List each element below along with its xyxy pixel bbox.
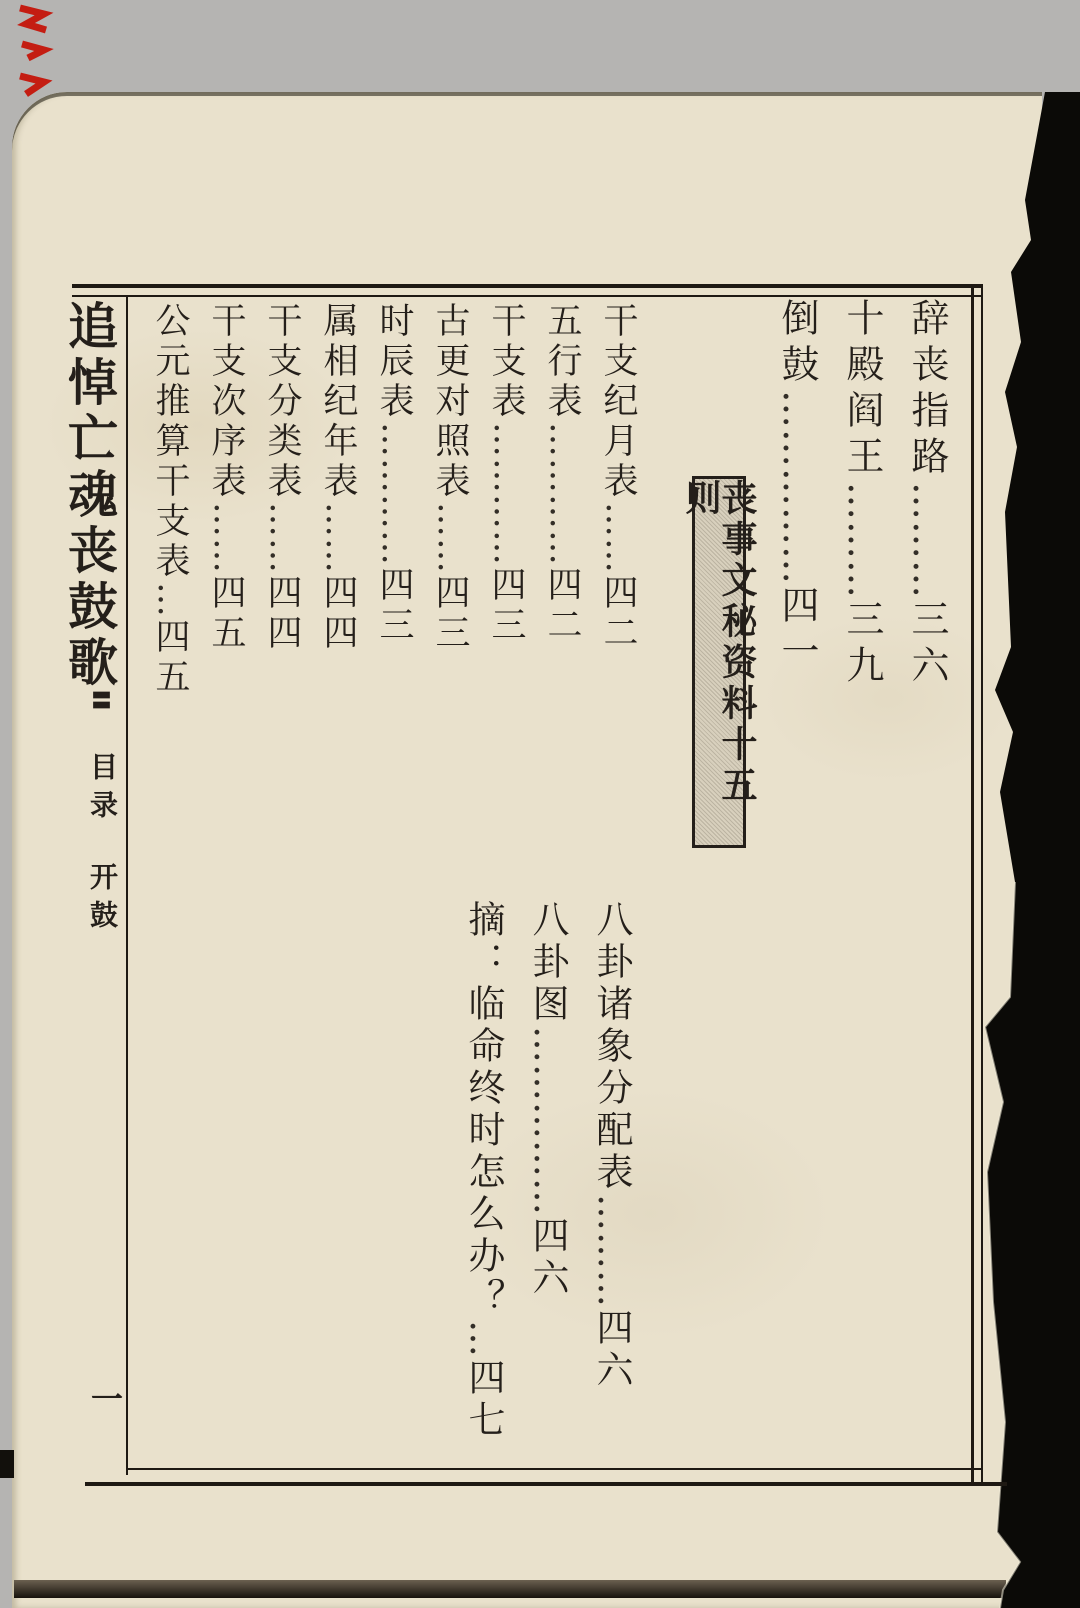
toc-leader-dots: …………… [775,390,819,585]
section-label-box [680,476,758,848]
title-repeat-mark: 〓 [88,690,112,710]
toc-entry [318,302,358,1102]
toc-entry-label: 干支次序表 [206,302,246,502]
toc-entry-label: 辞丧指路 [905,298,949,482]
toc-page-number: 四二 [598,574,638,654]
toc-entry [462,900,505,1442]
toc-leader-dots: …… [206,502,246,574]
toc-page-number: 四三 [430,574,470,654]
toc-leader-dots: …… [430,502,470,574]
torn-edge [975,92,1080,1608]
frame-right-rule-inner [981,284,983,1482]
section-label-text: 丧事文秘资料十五则 [680,479,758,807]
paper-bottom-edge [14,1580,1006,1598]
paper-corner-chip [0,1450,14,1478]
frame-left-rule [126,295,128,1475]
toc-leader-dots: ………… [374,422,414,566]
toc-leader-dots: …… [318,502,358,574]
toc-page-number: 四四 [262,574,302,654]
toc-leader-dots: ………… [542,422,582,566]
toc-page-number: 四三 [374,566,414,646]
toc-page-number: 四一 [775,585,819,677]
toc-page-number: 四七 [462,1358,505,1442]
toc-leader-dots: ……… [840,482,884,599]
toc-leader-dots: ……… [905,482,949,599]
toc-leader-dots: …………… [526,1026,569,1216]
toc-page-number: 四五 [150,618,190,698]
toc-entry-label: 倒鼓 [775,298,819,390]
toc-entry-label: 摘：临命终时怎么办？ [462,900,505,1320]
folio-number: 一 [86,1382,124,1414]
toc-page-number: 三九 [840,599,884,691]
toc-page-number: 四六 [526,1216,569,1300]
toc-page-number: 三六 [905,599,949,691]
toc-entry-label: 公元推算干支表 [150,302,190,582]
toc-entry-label: 干支纪月表 [598,302,638,502]
toc-entry [905,298,949,1078]
toc-entry [374,302,414,1102]
toc-page-number: 四四 [318,574,358,654]
toc-entry [590,900,633,1440]
toc-entry-label: 五行表 [542,302,582,422]
frame-bottom-rule-thick [85,1482,1007,1486]
red-scribble-artifact [14,4,56,100]
toc-leader-dots: …… [598,502,638,574]
toc-page-number: 四二 [542,566,582,646]
toc-entry [775,298,819,1078]
toc-entry-label: 时辰表 [374,302,414,422]
toc-entry-label: 干支表 [486,302,526,422]
toc-page-number: 四三 [486,566,526,646]
margin-label-contents: 目录 [86,752,119,828]
toc-entry [262,302,302,1102]
toc-entry-label: 八卦诸象分配表 [590,900,633,1194]
toc-leader-dots: … [150,582,190,618]
margin-label-opening-drum: 开鼓 [86,862,119,938]
toc-entry-label: 属相纪年表 [318,302,358,502]
toc-leader-dots: … [462,1320,505,1358]
toc-entry [840,298,884,1078]
toc-entry [526,900,569,1440]
toc-leader-dots: …… [262,502,302,574]
toc-entry-label: 古更对照表 [430,302,470,502]
toc-entry [206,302,246,1102]
toc-bagua-group [428,900,633,1442]
toc-opening-group [740,298,949,1078]
toc-entry-label: 八卦图 [526,900,569,1026]
toc-page-number: 四五 [206,574,246,654]
toc-page-number: 四六 [590,1308,633,1392]
frame-top-rule-thick [72,284,982,288]
toc-leader-dots: ………… [486,422,526,566]
toc-entry-label: 干支分类表 [262,302,302,502]
toc-entry-label: 十殿阎王 [840,298,884,482]
frame-top-rule-thin [72,295,982,297]
toc-leader-dots: ……… [590,1194,633,1308]
frame-bottom-rule-thin [126,1468,983,1470]
toc-entry [150,302,190,1102]
frame-right-rule-outer [971,284,974,1482]
book-title: 追悼亡魂丧鼓歌 [60,300,119,692]
